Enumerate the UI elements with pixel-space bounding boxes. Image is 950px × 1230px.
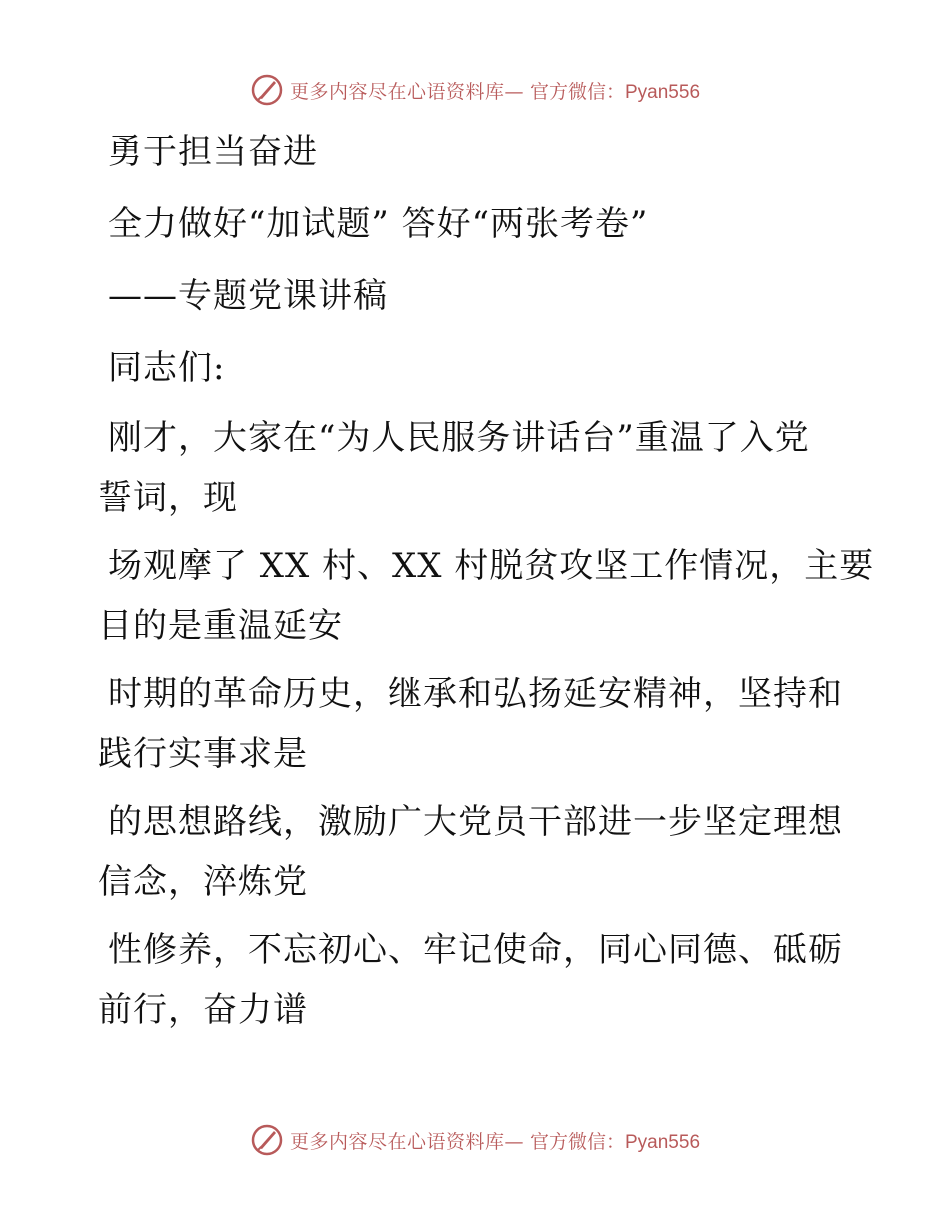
- paragraph-line: 性修养，不忘初心、牢记使命，同心同德、砥砺: [108, 930, 843, 970]
- paragraph-line: 场观摩了 XX 村、XX 村脱贫攻坚工作情况，主要: [108, 546, 875, 586]
- paragraph: [98, 920, 858, 1040]
- paragraph-line: 信念，淬炼党: [98, 862, 308, 902]
- paragraph-line: 誓词，现: [98, 478, 238, 518]
- header-watermark-banner: [0, 70, 950, 110]
- paragraph: [98, 664, 858, 784]
- document-subtitle: ——专题党课讲稿: [108, 276, 388, 316]
- document-title-2: 全力做好“加试题” 答好“两张考卷”: [108, 204, 649, 244]
- footer-banner-text: 更多内容尽在心语资料库—: [289, 1130, 524, 1153]
- header-banner-contact: 官方微信：Pyan556: [530, 81, 701, 103]
- document-greeting: 同志们:: [108, 348, 226, 388]
- paragraph-line: 践行实事求是: [98, 734, 308, 774]
- paragraph-line: 的思想路线，激励广大党员干部进一步坚定理想: [108, 802, 843, 842]
- document-body: [98, 120, 875, 1040]
- paragraph-line: 时期的革命历史，继承和弘扬延安精神，坚持和: [108, 674, 843, 714]
- paragraph: [98, 408, 858, 528]
- paragraph: [98, 792, 858, 912]
- header-banner-text: 更多内容尽在心语资料库—: [289, 80, 524, 103]
- footer-banner-contact: 官方微信：Pyan556: [530, 1131, 701, 1153]
- paragraph: [98, 536, 875, 656]
- quill-logo-icon: [250, 1123, 284, 1157]
- paragraph-line: 目的是重温延安: [98, 606, 343, 646]
- document-title-1: 勇于担当奋进: [108, 132, 318, 172]
- paragraph-line: 刚才，大家在“为人民服务讲话台”重温了入党: [108, 418, 810, 458]
- quill-logo-icon: [250, 73, 284, 107]
- footer-watermark-banner: [0, 1120, 950, 1160]
- paragraph-line: 前行，奋力谱: [98, 990, 308, 1030]
